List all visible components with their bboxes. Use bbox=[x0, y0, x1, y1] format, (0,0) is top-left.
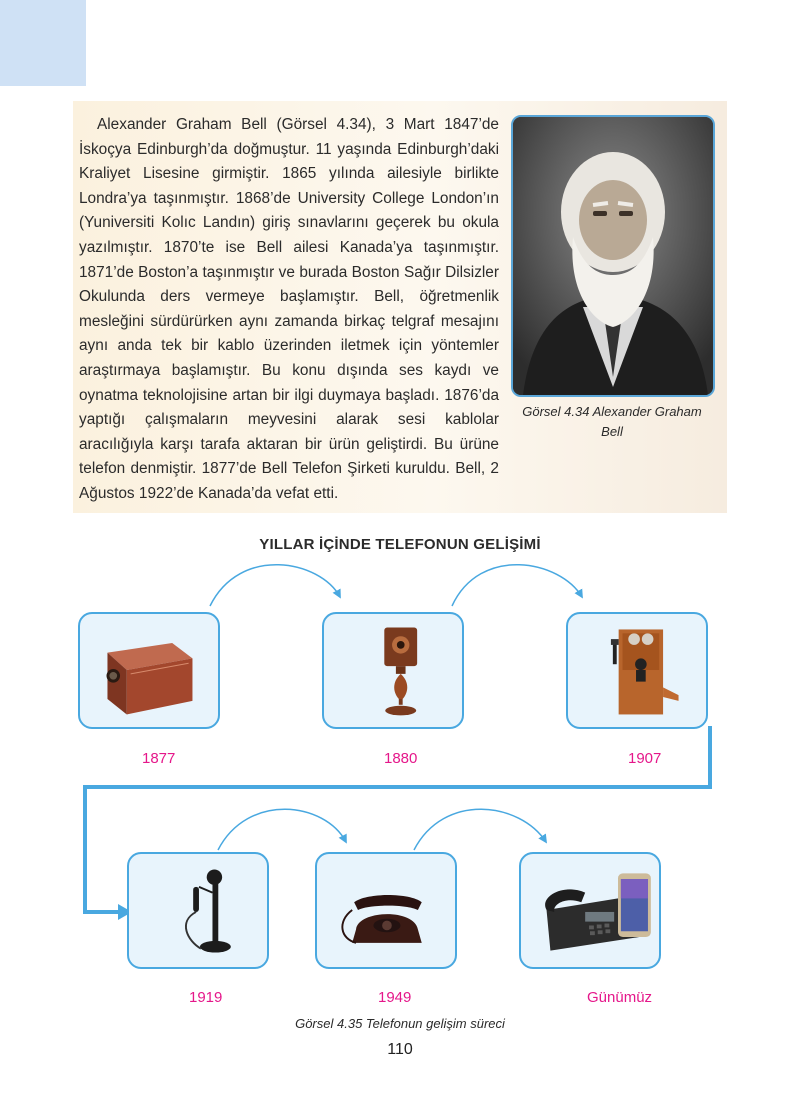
candlestick-telephone-icon bbox=[129, 854, 267, 967]
rotary-telephone-icon bbox=[317, 854, 455, 967]
phone-card-1919 bbox=[127, 852, 269, 969]
year-label-1919: 1919 bbox=[189, 989, 223, 1006]
corner-decoration bbox=[0, 0, 86, 86]
wall-telephone-icon bbox=[568, 614, 706, 727]
modern-phones-icon bbox=[521, 854, 659, 967]
photo-caption: Görsel 4.34 Alexander Graham Bell bbox=[522, 404, 702, 439]
arrow-1877-1880 bbox=[210, 565, 340, 606]
arrow-1919-1949 bbox=[218, 809, 346, 850]
bell-portrait bbox=[511, 115, 715, 397]
box-telephone-icon bbox=[80, 614, 218, 727]
year-label-1949: 1949 bbox=[378, 989, 412, 1006]
phone-card-1949 bbox=[315, 852, 457, 969]
phone-card-1880 bbox=[322, 612, 464, 729]
year-label-1880: 1880 bbox=[384, 750, 418, 767]
section-title: YILLAR İÇİNDE TELEFONUN GELİŞİMİ bbox=[259, 536, 541, 553]
year-label-1907: 1907 bbox=[628, 750, 662, 767]
page-number: 110 bbox=[387, 1041, 413, 1058]
arrow-1880-1907 bbox=[452, 565, 582, 606]
pedestal-telephone-icon bbox=[324, 614, 462, 727]
arrow-1949-today bbox=[414, 809, 546, 850]
phone-card-1907 bbox=[566, 612, 708, 729]
portrait-icon bbox=[513, 117, 713, 395]
phone-card-today bbox=[519, 852, 661, 969]
bio-paragraph: Alexander Graham Bell (Görsel 4.34), 3 Mart 1847’de İskoçya Edinburgh’da doğmuştur. 11 yaşında Edinburgh’daki Kraliyet Lisesine girmiştir. 1865 yılında ailesiyle birlikte Londra’ya taşınmıştır. 1868’de University College London’ın (Yuniversiti Kolıc Landın) giriş sınavlarını geçerek bu okula yazılmıştır. 1870’te ise Bell ailesi Kanada’ya taşınmıştır. 1871’de Boston’a taşınmıştır ve burada Boston Sağır Dilsizler Okulunda ders vermeye başlamıştır. Bell, öğretmenlik mesleğini sürdürürken aynı zamanda birkaç telgraf mesajını aynı anda tek bir kablo üzerinden iletmek için yöntemler araştırmaya başlamıştır. Bu konu dışında ses kaydı ve oynatma teknolojisine artan bir ilgi duymaya başladı. 1876’da yaptığı çalışmaların meyvesini alarak sesi kablolar aracılığıyla karşı tarafa aktaran bir ürün geliştirdi. Bu ürüne telefon denmiştir. 1877’de Bell Telefon Şirketi kuruldu. Bell, 2 Ağustos 1922’de Kanada’da vefat etti. bbox=[79, 116, 499, 502]
year-label-1877: 1877 bbox=[142, 750, 176, 767]
figure-caption: Görsel 4.35 Telefonun gelişim süreci bbox=[295, 1016, 505, 1031]
year-label-today: Günümüz bbox=[587, 989, 653, 1006]
phone-card-1877 bbox=[78, 612, 220, 729]
